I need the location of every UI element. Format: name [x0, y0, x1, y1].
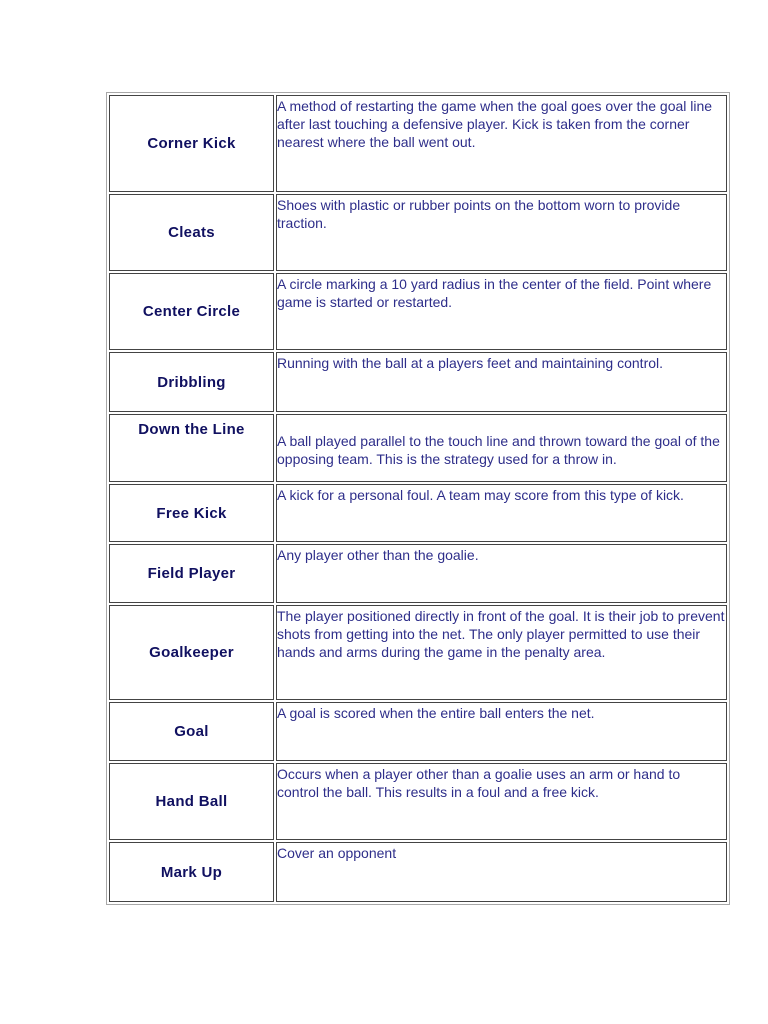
term-cell: Goalkeeper: [109, 605, 274, 700]
definition-cell: Shoes with plastic or rubber points on the bottom worn to provide traction.: [276, 194, 727, 271]
definition-cell: The player positioned directly in front of the goal. It is their job to prevent shots from getting into the net. The only player permitted to use their hands and arms during the game in the penalty area.: [276, 605, 727, 700]
table-row: [109, 95, 727, 192]
table-row: [109, 352, 727, 412]
term-cell: Goal: [109, 702, 274, 761]
definition-cell: Any player other than the goalie.: [276, 544, 727, 603]
table-row: [109, 484, 727, 542]
table-row: [109, 273, 727, 350]
glossary-table: [106, 92, 730, 905]
table-row: [109, 702, 727, 761]
term-cell: Hand Ball: [109, 763, 274, 840]
term-cell: Dribbling: [109, 352, 274, 412]
table-row: [109, 544, 727, 603]
definition-cell: A method of restarting the game when the goal goes over the goal line after last touching a defensive player. Kick is taken from the corner nearest where the ball went out.: [276, 95, 727, 192]
table-row: [109, 763, 727, 840]
table-row: [109, 414, 727, 482]
definition-cell: A circle marking a 10 yard radius in the center of the field. Point where game is started or restarted.: [276, 273, 727, 350]
term-cell: Down the Line: [109, 414, 274, 482]
term-cell: Cleats: [109, 194, 274, 271]
table-row: [109, 842, 727, 902]
term-cell: Mark Up: [109, 842, 274, 902]
term-cell: Corner Kick: [109, 95, 274, 192]
table-row: [109, 605, 727, 700]
definition-cell: A goal is scored when the entire ball enters the net.: [276, 702, 727, 761]
definition-cell: Occurs when a player other than a goalie uses an arm or hand to control the ball. This results in a foul and a free kick.: [276, 763, 727, 840]
definition-cell: A kick for a personal foul. A team may score from this type of kick.: [276, 484, 727, 542]
definition-cell: A ball played parallel to the touch line and thrown toward the goal of the opposing team. This is the strategy used for a throw in.: [276, 414, 727, 482]
table-row: [109, 194, 727, 271]
term-cell: Free Kick: [109, 484, 274, 542]
term-cell: Center Circle: [109, 273, 274, 350]
term-cell: Field Player: [109, 544, 274, 603]
definition-cell: Running with the ball at a players feet and maintaining control.: [276, 352, 727, 412]
definition-cell: Cover an opponent: [276, 842, 727, 902]
